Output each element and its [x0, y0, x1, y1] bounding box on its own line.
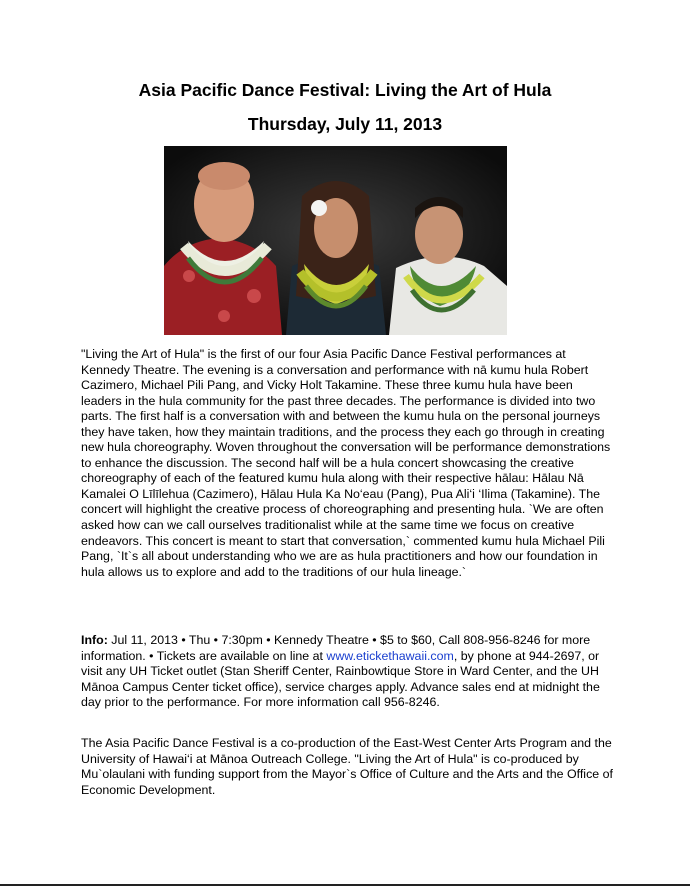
page-divider	[0, 884, 690, 886]
info-text-post: , by phone at 944-2697, or visit any UH Ticket outlet (Stan Sheriff Center, Rainbowtique Store in Ward Center, and the UH Mānoa Campus Center ticket office), service charges apply. Advance sales end at midnight the day prior to the performance. For more information call 956-8246.	[81, 648, 600, 710]
ticket-site-link[interactable]: www.etickethawaii.com	[326, 648, 454, 663]
event-date: Thursday, July 11, 2013	[247, 114, 443, 134]
page-title: Asia Pacific Dance Festival: Living the Art of Hula	[138, 80, 552, 100]
event-photo	[164, 146, 507, 335]
event-info	[81, 633, 616, 711]
info-text-pre: Jul 11, 2013 • Thu • 7:30pm • Kennedy Theatre • $5 to $60, Call 808-956-8246 for more information. • Tickets are available on line at	[81, 633, 591, 663]
info-label: Info:	[81, 633, 108, 647]
event-description: "Living the Art of Hula" is the first of our four Asia Pacific Dance Festival performances at Kennedy Theatre. The evening is a conversation and performance with nā kumu hula Robert Cazimero, Michael Pili Pang, and Vicky Holt Takamine. These three kumu hula have been leaders in the hula community for the past three decades. The performance is divided into two parts. The first half is a conversation with and between the kumu hula on the personal journeys they have taken, how they maintain traditions, and the process they each go through in creating new hula choreography. Woven throughout the conversation will be performance demonstrations to enhance the discussion. The second half will be a hula concert showcasing the creative choreography of each of the featured kumu hula along with their respective hālau: Hālau Nā Kamalei O Līlīlehua (Cazimero), Hālau Hula Ka No‘eau (Pang), Pua Ali‘i ‘Ilima (Takamine). The concert will highlight the creative process of choreographing and presenting hula. `We are often asked how can we call ourselves traditionalist while at the same time we focus on creative endeavors. This concert is meant to start that conversation,` commented kumu hula Michael Pili Pang, `It`s all about understanding who we are as hula practitioners and how our foundation in hula allows us to explore and add to the traditions of our hula lineage.`	[81, 347, 611, 579]
event-credits: The Asia Pacific Dance Festival is a co-production of the East-West Center Arts Program and the University of Hawai‘i at Mānoa Outreach College. "Living the Art of Hula" is co-produced by Mu`olaulani with funding support from the Mayor`s Office of Culture and the Arts and the Office of Economic Development.	[81, 736, 613, 797]
